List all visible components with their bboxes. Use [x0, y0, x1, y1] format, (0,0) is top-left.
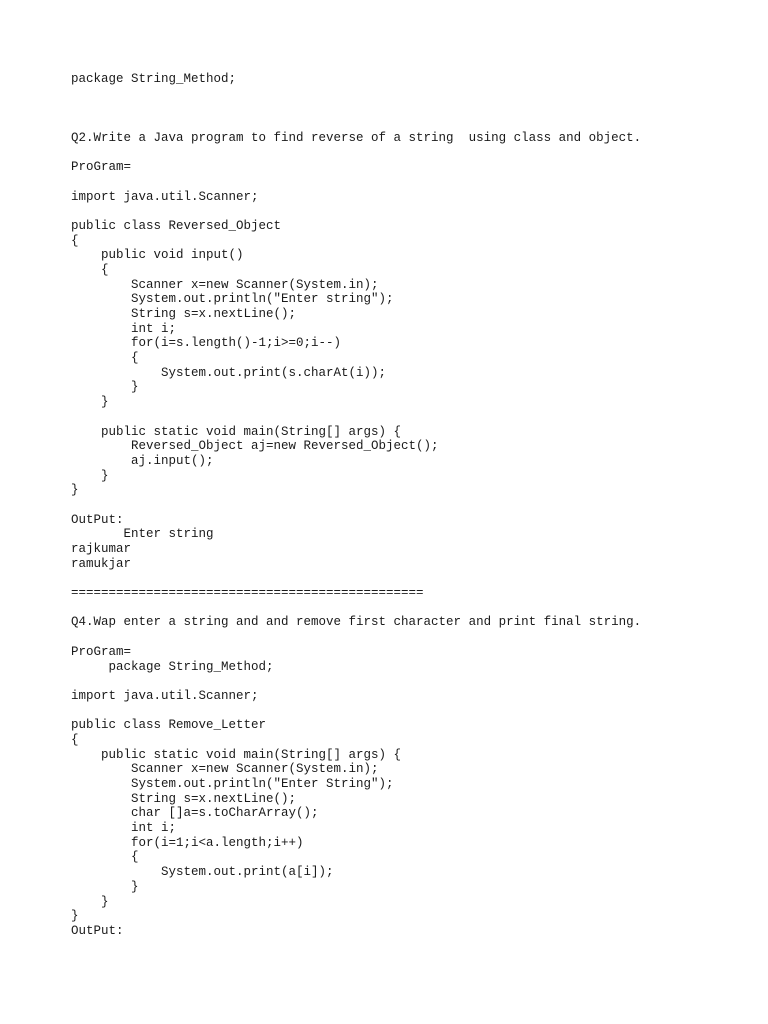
text-line: int i; — [71, 321, 177, 336]
text-line — [71, 145, 641, 160]
text-line — [71, 175, 641, 190]
text-line: { — [71, 850, 139, 865]
text-line: char []a=s.toCharArray(); — [71, 806, 319, 821]
text-line: Q4.Wap enter a string and and remove first character and print final string. — [71, 615, 642, 630]
text-line: public class Reversed_Object — [71, 218, 282, 233]
text-line: System.out.println("Enter string"); — [71, 292, 394, 307]
text-line: package String_Method; — [71, 659, 274, 674]
text-line — [71, 704, 641, 719]
text-line: for(i=1;i<a.length;i++) — [71, 835, 304, 850]
text-line: } — [71, 395, 109, 410]
text-line: { — [71, 351, 139, 366]
text-line: import java.util.Scanner; — [71, 189, 259, 204]
text-line: } — [71, 483, 79, 498]
text-line: } — [71, 380, 139, 395]
text-line: System.out.println("Enter String"); — [71, 777, 394, 791]
text-line: for(i=s.length()-1;i>=0;i--) — [71, 336, 342, 351]
text-line — [71, 87, 641, 102]
text-line: package String_Method; — [71, 72, 237, 86]
text-line: public class Remove_Letter — [71, 718, 267, 733]
text-line: OutPut: — [71, 512, 124, 527]
text-line — [71, 571, 641, 586]
text-line: String s=x.nextLine(); — [71, 791, 297, 806]
text-line — [71, 601, 641, 616]
text-line: ProGram= — [71, 160, 132, 175]
text-line: Scanner x=new Scanner(System.in); — [71, 277, 379, 292]
text-line: public static void main(String[] args) { — [71, 747, 402, 762]
text-line: } — [71, 879, 139, 894]
text-line: aj.input(); — [71, 453, 214, 468]
text-line — [71, 116, 641, 131]
text-line — [71, 101, 641, 116]
text-line: import java.util.Scanner; — [71, 688, 259, 703]
text-line: } — [71, 468, 109, 483]
text-line — [71, 674, 641, 689]
text-line — [71, 498, 641, 513]
document-text — [71, 72, 641, 939]
text-line: { — [71, 732, 79, 747]
text-line — [71, 204, 641, 219]
text-line: } — [71, 909, 79, 924]
text-line: } — [71, 894, 109, 909]
text-line: public void input() — [71, 248, 244, 263]
text-line: OutPut: — [71, 923, 124, 938]
text-line: { — [71, 233, 79, 248]
text-line: public static void main(String[] args) { — [71, 424, 402, 439]
text-line: Scanner x=new Scanner(System.in); — [71, 762, 379, 777]
text-line: String s=x.nextLine(); — [71, 307, 297, 321]
text-line: int i; — [71, 821, 177, 836]
text-line: =============================================== — [71, 586, 424, 601]
text-line — [71, 630, 641, 645]
text-line: System.out.print(s.charAt(i)); — [71, 365, 387, 380]
text-line: ProGram= — [71, 644, 132, 659]
text-line: Q2.Write a Java program to find reverse of a string using class and object. — [71, 130, 642, 145]
text-line: rajkumar — [71, 542, 132, 556]
text-line: ramukjar — [71, 556, 132, 571]
text-line — [71, 410, 641, 425]
text-line: { — [71, 262, 109, 277]
text-line: Reversed_Object aj=new Reversed_Object(); — [71, 439, 439, 454]
text-line: Enter string — [71, 527, 214, 542]
text-line: System.out.print(a[i]); — [71, 865, 334, 880]
